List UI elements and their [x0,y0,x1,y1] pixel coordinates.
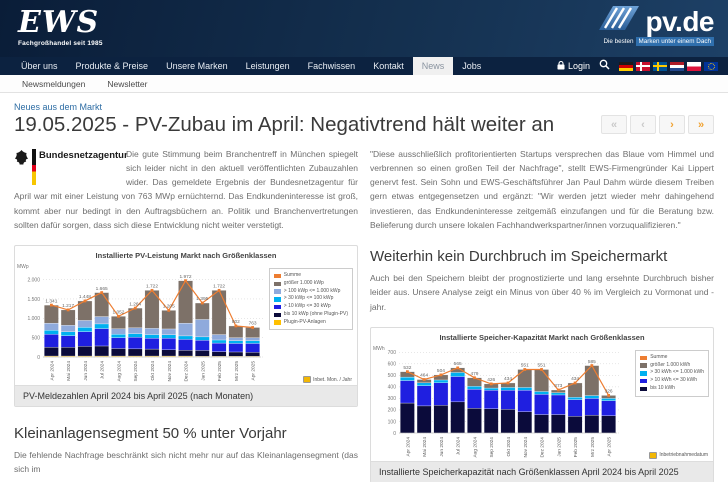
pv-chart-panel [14,245,358,407]
storage-chart-canvas [371,342,713,461]
bundesnetzagentur-logo [14,149,128,185]
legend-item: Plugin-PV-Anlagen [274,319,348,327]
svg-text:Apr 2025: Apr 2025 [251,361,257,381]
speicher-paragraph: Auch bei den Speichern bleibt der prognostizierte und lang ersehnte Durchbruch bisher leider aus. Unsere Analyse zeigt ein Minus von über 40 % im Vergleich zu Vormonat und -jahr. [370,273,714,312]
svg-text:426: 426 [487,378,496,384]
ews-logo-subtitle: Fachgroßhandel seit 1985 [18,39,103,47]
legend-item: größer 1.000 kWp [274,280,348,288]
svg-text:1.722: 1.722 [145,284,159,290]
svg-text:1.217: 1.217 [62,304,75,310]
svg-text:400: 400 [387,384,396,391]
flag-netherlands-icon[interactable] [670,62,684,71]
pager-button-next[interactable]: › [659,115,685,134]
speicher-heading: Weiterhin kein Durchbruch im Speichermarkt [370,248,668,266]
lock-icon [557,61,565,72]
legend-item: bis 10 kWh [640,385,704,393]
svg-text:434: 434 [571,377,580,383]
klein-paragraph: Die fehlende Nachfrage beschränkt sich nicht mehr nur auf das Kleinanlagensegment (das sich im [14,450,358,475]
subnav-item-newsmeldungen[interactable]: Newsmeldungen [22,78,86,89]
svg-text:Feb 2025: Feb 2025 [574,436,580,458]
legend-swatch [640,379,647,384]
svg-text:551: 551 [520,363,529,369]
bna-flag-stripe [32,149,36,185]
columns [14,147,714,482]
pv-chart-legend [269,268,353,330]
svg-text:1.448: 1.448 [78,295,91,301]
header [0,0,728,57]
svg-text:Jun 2024: Jun 2024 [439,436,445,457]
svg-text:504: 504 [436,369,445,375]
svg-text:Aug 2024: Aug 2024 [117,361,123,382]
svg-text:464: 464 [420,373,429,379]
svg-text:500: 500 [31,335,40,342]
svg-text:551: 551 [537,363,546,369]
legend-swatch [640,371,647,376]
svg-text:Jul 2024: Jul 2024 [456,436,462,456]
svg-text:Nov 2024: Nov 2024 [167,361,173,382]
pvde-tagline: Die besten Marken unter einem Dach [599,38,714,45]
nav-item-news[interactable]: News [413,57,454,75]
search-icon[interactable] [599,57,610,75]
svg-text:1.264: 1.264 [129,302,142,308]
svg-text:Nov 2024: Nov 2024 [523,436,529,458]
nav-item-kontakt[interactable]: Kontakt [373,61,404,71]
legend-swatch [274,274,281,279]
flag-germany-icon[interactable] [619,62,633,71]
svg-text:1.000: 1.000 [27,316,40,323]
legend-item: > 10 kWp <= 30 kWp [274,303,348,311]
pv-chart-caption: PV-Meldezahlen April 2024 bis April 2025 (nach Monaten) [15,385,357,406]
legend-item: > 10 kWh <= 30 kWh [640,377,704,385]
pvde-roof-icon [599,5,641,36]
legend-swatch [274,313,281,318]
storage-chart-note: Inbetriebnahmedatum [649,452,708,459]
article-pager [601,115,714,134]
svg-text:Aug 2024: Aug 2024 [473,436,479,458]
nav-items [12,57,490,75]
svg-text:1.500: 1.500 [27,296,40,303]
svg-text:Okt 2024: Okt 2024 [507,436,512,457]
svg-text:Jan 2025: Jan 2025 [557,436,563,457]
login-label: Login [567,61,590,71]
svg-text:Sep 2024: Sep 2024 [490,436,496,458]
subnav-item-newsletter[interactable]: Newsletter [107,78,148,89]
sub-nav [0,75,728,93]
pvde-logo[interactable] [599,5,714,45]
svg-text:Dez 2024: Dez 2024 [184,361,190,382]
svg-text:Apr 2024: Apr 2024 [406,436,412,457]
chart-settings-icon[interactable] [303,376,311,383]
storage-chart-panel [370,327,714,482]
legend-item: > 30 kWp <= 100 kWp [274,295,348,303]
svg-text:1.972: 1.972 [179,275,192,281]
svg-text:479: 479 [470,371,479,377]
flag-denmark-icon[interactable] [636,62,650,71]
breadcrumb-kicker[interactable]: Neues aus dem Markt [14,102,103,112]
pv-chart-title: Installierte PV-Leistung Markt nach Größenklassen [95,251,277,261]
svg-text:Dez 2024: Dez 2024 [540,436,546,458]
nav-item--ber-uns[interactable]: Über uns [21,61,58,71]
svg-text:Apr 2025: Apr 2025 [607,436,613,457]
svg-text:1.341: 1.341 [45,299,58,305]
language-flags [619,62,718,71]
legend-item: Summe [274,272,348,280]
svg-text:565: 565 [453,362,462,368]
storage-chart-legend [635,350,709,397]
login-button[interactable] [557,61,590,72]
pv-chart-canvas [15,260,357,385]
svg-text:Apr 2024: Apr 2024 [50,361,56,381]
pager-button-last[interactable]: » [688,115,714,134]
page-title: 19.05.2025 - PV-Zubau im April: Negativtrend hält weiter an [14,113,555,136]
ews-logo[interactable] [18,7,103,47]
svg-text:532: 532 [403,365,412,371]
legend-swatch [274,305,281,310]
pager-button-prev[interactable]: ‹ [630,115,656,134]
svg-text:0: 0 [37,354,40,361]
svg-text:Jun 2024: Jun 2024 [83,361,89,381]
svg-text:100: 100 [387,419,396,426]
svg-text:2.000: 2.000 [27,277,40,284]
svg-text:Mrz 2025: Mrz 2025 [234,361,240,382]
svg-text:Jul 2024: Jul 2024 [100,361,106,380]
nav-right [557,57,718,75]
legend-item: > 100 kWp <= 1.000 kWp [274,288,348,296]
svg-text:1.722: 1.722 [213,284,226,290]
svg-text:MWp: MWp [17,264,29,271]
svg-text:1.665: 1.665 [95,286,108,292]
svg-text:Mai 2024: Mai 2024 [423,436,429,457]
svg-text:1.052: 1.052 [112,310,125,316]
flag-poland-icon[interactable] [687,62,701,71]
svg-text:600: 600 [387,361,396,368]
svg-text:Feb 2025: Feb 2025 [218,361,224,382]
svg-text:500: 500 [387,373,396,380]
legend-swatch [274,297,281,302]
nav-item-fachwissen[interactable]: Fachwissen [307,61,356,71]
svg-text:802: 802 [231,320,240,326]
legend-item: größer 1.000 kWh [640,362,704,370]
svg-text:434: 434 [503,377,513,383]
legend-swatch [274,289,281,294]
nav-item-leistungen[interactable]: Leistungen [245,61,290,71]
svg-text:326: 326 [604,389,613,395]
nav-item-produkte-preise[interactable]: Produkte & Preise [75,61,149,71]
svg-text:300: 300 [387,396,396,403]
legend-item: bis 10 kWp (ohne Plugin-PV) [274,311,348,319]
pager-button-first[interactable]: « [601,115,627,134]
intro-block [14,147,358,233]
intro-paragraph: Die gute Stimmung beim Branchentreff in München spiegelt sich leider nicht in den aktuell veröffentlichten Zubauzahlen wider. Das gemeldete Ergebnis der Bundesnetzagentur für April war mit einer Leistung von 763 MWp ernüchternd. Das Endkundeninteresse ist groß, kommt aber nur bedingt in den Auftragsbüchern an. Politik und Branchenvertretungen sollten dafür sorgen, dass sich diese Entwicklung nicht weiter verstetigt. [14,148,358,230]
legend-swatch [274,320,281,325]
svg-text:1.205: 1.205 [162,304,175,310]
pv-chart-note: Inbet. Mon. / Jahr [303,376,352,383]
legend-swatch [274,282,281,287]
right-column [370,147,714,482]
svg-text:MWh: MWh [373,345,385,352]
nav-item-jobs[interactable]: Jobs [462,61,482,71]
quote-paragraph: "Diese ausschließlich profitorientierten Startups versprechen das Blaue vom Himmel und verbrennen so einen großen Teil der Nachfrage", stellt EWS-Firmengründer Kai Lippert genervt fest. Sein Sohn und EWS-Geschäftsführer Jan Paul Dahm würde diesem Treiben gern etwas entgegensetzen und ergänzt: "Wir werden jetzt wieder mehr dahingehend investieren, das Endkundeninteresse zeitgemäß einzufangen und für die Beratung bzw. Belieferung durch unsere lokalen Fachhandwerkspartner/innen vorzuqualifizieren." [370,148,714,230]
flag-sweden-icon[interactable] [653,62,667,71]
flag-eu-icon[interactable] [704,62,718,71]
legend-item: Summe [640,354,704,362]
svg-text:0: 0 [393,430,396,437]
legend-swatch [640,363,647,368]
svg-text:Mai 2024: Mai 2024 [67,361,73,381]
legend-swatch [640,387,647,392]
ews-logo-title: EWS [18,5,100,40]
svg-text:700: 700 [387,350,396,357]
federal-eagle-icon [14,149,29,171]
nav-item-unsere-marken[interactable]: Unsere Marken [166,61,228,71]
svg-text:763: 763 [248,321,257,327]
legend-swatch [640,356,647,361]
main-nav [0,57,728,75]
title-row [14,114,714,137]
storage-chart-title: Installierte Speicher-Kapazität Markt nach Größenklassen [439,332,645,342]
svg-text:1.395: 1.395 [196,297,209,303]
svg-text:585: 585 [587,359,596,365]
storage-chart-caption: Installierte Speicherkapazität nach Größenklassen April 2024 bis April 2025 [371,461,713,482]
svg-text:Jan 2025: Jan 2025 [201,361,207,381]
svg-text:Sep 2024: Sep 2024 [134,361,140,382]
legend-item: > 30 kWh <= 1.000 kWh [640,369,704,377]
svg-text:373: 373 [554,384,563,390]
content [0,93,728,482]
klein-heading: Kleinanlagensegment 50 % unter Vorjahr [14,425,287,443]
left-column [14,147,358,477]
chart-settings-icon[interactable] [649,452,657,459]
pvde-logo-name: pv.de [645,6,714,38]
bna-label: Bundesnetzagentur [39,149,128,161]
svg-text:Okt 2024: Okt 2024 [151,361,156,381]
svg-text:200: 200 [387,407,396,414]
svg-text:Mrz 2025: Mrz 2025 [590,436,596,457]
